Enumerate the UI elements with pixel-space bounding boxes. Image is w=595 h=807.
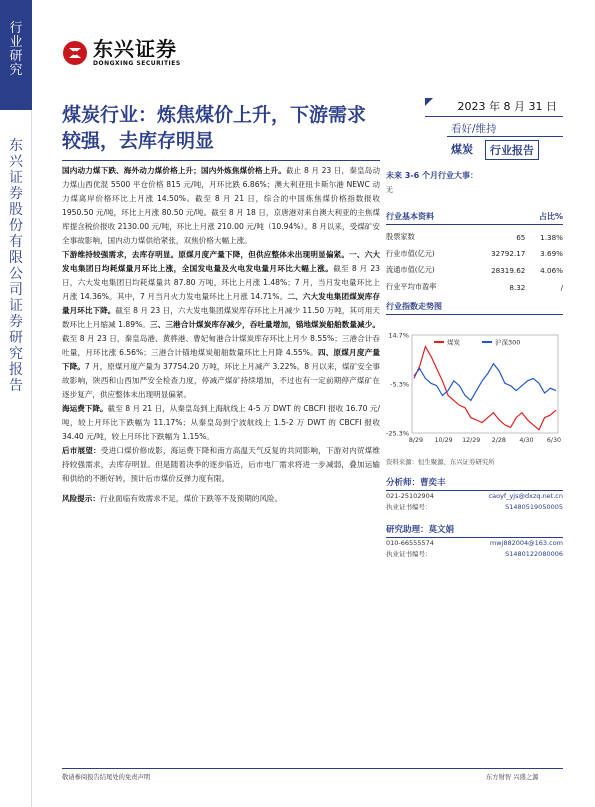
analyst-block	[386, 523, 563, 560]
analyst-email[interactable]: mwj882004@163.com	[489, 539, 563, 548]
report-meta-box	[425, 98, 563, 160]
paragraph-heading: 风险提示：	[62, 494, 100, 503]
basic-info-label: 股票家数	[386, 232, 415, 242]
paragraph-freight	[62, 402, 380, 444]
analyst-phone: 010-66555574	[386, 539, 434, 548]
analyst-cert-row	[386, 549, 563, 560]
x-tick-label: 10/29	[434, 437, 453, 445]
analyst-name: 研究助理：莫文娟	[386, 523, 563, 538]
paragraph-text: 7 月，原煤月度产量为 37754.20 万吨，环比上月减产 3.22%。8 月以来，煤矿安全事故影响，陕西和山西加严安全检查力度，停减产煤矿持续增加，不过也有一定前期停产煤矿在逐步复产，供应整体未出现明显偏紧。	[62, 362, 380, 399]
basic-info-share: 4.06%	[540, 265, 563, 275]
paragraph-heading: 三、三港合计煤炭库存减少，吞吐量增加，锚地煤炭船舶数量减少。	[150, 320, 380, 329]
analyst-cert-number: S1480122080006	[505, 550, 563, 559]
analyst-cert-label: 执业证书编号：	[386, 503, 432, 512]
analyst-contact-row	[386, 538, 563, 549]
paragraph-text: 截至 8 月 23 日，六大发电集团煤炭库存环比上月减少 11.50 万吨，其可用天数环比上月缩减 1.89%。	[62, 306, 380, 329]
x-tick-label: 8/29	[408, 437, 424, 445]
basic-info-label: 行业市值(亿元)	[386, 248, 435, 258]
index-trend-chart	[386, 315, 563, 455]
paragraph-heading: 二、六大发电集团煤炭库存量月环比下降。	[62, 292, 381, 315]
logo-name-en: DONGXING SECURITIES	[93, 60, 181, 67]
sidebar-company-band	[0, 110, 32, 807]
paragraph-heading: 后市展望：	[62, 446, 101, 455]
paragraph-outlook	[62, 444, 380, 486]
legend-label: 煤炭	[447, 338, 460, 347]
y-tick-label: -5.3%	[390, 380, 409, 389]
share-column-header: 占比%	[538, 212, 563, 221]
chart-source: 资料来源：恒生聚源、东兴证券研究所	[386, 458, 495, 467]
report-type-tag: 行业报告	[485, 140, 539, 160]
basic-info-label: 行业平均市盈率	[386, 282, 437, 292]
analyst-cert-number: S1480519050005	[505, 503, 563, 512]
index-trend-svg	[386, 315, 563, 455]
basic-info-share: /	[560, 282, 563, 292]
report-body	[62, 160, 380, 506]
logo-mark-icon	[62, 40, 88, 66]
basic-info-row	[386, 279, 563, 296]
legend-label: 沪深300	[495, 338, 521, 347]
paragraph-heading: 海运费下降。	[62, 404, 108, 413]
series-line-csi300	[414, 364, 556, 401]
analyst-cert-label: 执业证书编号：	[386, 550, 432, 559]
analyst-email[interactable]: caoyf_yjs@dxzq.net.cn	[488, 492, 563, 501]
footer-divider	[62, 768, 563, 769]
sidebar-category-band	[0, 0, 32, 110]
basic-info-value: 28319.62	[491, 265, 526, 275]
basic-info-value: 32792.17	[491, 249, 526, 259]
paragraph-heading: 国内动力煤下跌、海外动力煤价格上升；国内外炼焦煤价格上升。	[62, 166, 286, 175]
chart-title: 行业指数走势图	[386, 301, 563, 315]
paragraph-text: 受进口煤价修成影，海运费下降和南方高温天气反复的共同影响，下游对内贸煤维持较强需求，去库存明显。但是随着决季的逐步临近，后市电厂需求将进一步减弱，叠加运输和供给的不断好转，预计后市煤价反弹力度有限。	[62, 446, 381, 483]
basic-info-share: 3.69%	[540, 249, 563, 259]
x-tick-label: 2/28	[491, 437, 506, 445]
paragraph-heading: 下游维持较强需求，去库存明显。原煤月度产量下降，但供应整体未出现明显偏紧。一、六大发电集团日均耗煤量月环比上涨，全国发电量及火电发电量月环比大幅上涨。	[62, 250, 380, 273]
paragraph-text: 截止 8 月 23 日，秦皇岛动力煤山西优混 5500 平仓价格 815 元/吨，月环比跌 6.86%；澳大利亚纽卡斯尔港 NEWC 动力煤离岸价格环比上月涨 14.50%。截至 8 月 21 日，综合的中国炼焦煤价格指数报收 1950.50 元/吨，环比上月涨 80.50 元/吨。截至 8 月 18 日，京唐港对来自澳大利亚的主焦煤库提含税价报收 2130.00 元/吨，环比上月涨 210.00 元/吨（10.94%）。8 月以来，受煤矿安全事故影响，国内动力煤供给紧张，双焦价格大幅上涨。	[62, 166, 380, 245]
report-title: 煤炭行业：炼焦煤价上升，下游需求较强，去库存明显	[62, 104, 367, 152]
basic-info-value: 65	[516, 232, 526, 242]
analyst-cert-row	[386, 502, 563, 513]
paragraph-text: 截至 8 月 23 日，秦皇岛港、黄骅港、曹妃甸港合计煤炭库存环比上月少 8.55%；三港合计吞吐量，月环比涨 6.56%；三港合计锚地煤炭船舶数量环比上月降 4.55%。	[62, 334, 380, 357]
analyst-name: 分析师：曹奕丰	[386, 476, 563, 491]
paragraph-coal-price	[62, 164, 380, 248]
report-date: 2023 年 8 月 31 日	[425, 98, 563, 117]
basic-info-title-text: 行业基本资料	[386, 212, 434, 221]
sidebar-category-label: 行业研究	[9, 21, 23, 78]
paragraph-risk	[62, 492, 380, 506]
paragraph-text: 截至 8 月 21 日，从秦皇岛到上海航线上 4-5 万 DWT 的 CBCFI 报收 16.70 元/吨，较上月环比下跌幅为 11.17%；从秦皇岛到宁波航线上 1.5-2 万 DWT 的 CBCFI 报收 34.40 元/吨，较上月环比下跌幅为 1.15%。	[62, 404, 381, 441]
x-tick-label: 12/29	[462, 437, 481, 445]
footer-disclaimer: 敬请参阅报告结尾处的免责声明	[62, 774, 151, 781]
analyst-contact-row	[386, 491, 563, 502]
y-tick-label: -25.3%	[386, 429, 409, 438]
basic-info-row	[386, 229, 563, 246]
basic-info-share: 1.38%	[540, 232, 563, 242]
sidebar-info	[386, 160, 563, 560]
basic-info-row	[386, 246, 563, 263]
basic-info-row	[386, 262, 563, 279]
footer-slogan: 东方财智 兴盛之源	[486, 774, 539, 781]
events-value: 无	[386, 186, 393, 194]
rating-label: 看好/维持	[447, 121, 563, 137]
basic-info-label: 流通市值(亿元)	[386, 265, 435, 275]
paragraph-text: 行业面临有效需求不足，煤价下跌等不及预期的风险。	[99, 494, 283, 503]
analyst-phone: 021-25102904	[386, 492, 434, 501]
x-tick-label: 4/30	[519, 437, 534, 445]
paragraph-demand	[62, 248, 380, 402]
y-tick-label: 14.7%	[388, 331, 409, 340]
company-logo	[62, 38, 181, 68]
industry-tag: 煤炭	[451, 143, 473, 156]
corner-marker	[425, 98, 433, 106]
paragraph-heading: 四、原煤月度产量下降。	[62, 348, 380, 371]
basic-info-table	[386, 229, 563, 295]
events-title: 未来 3-6 个月行业大事：	[386, 171, 479, 180]
logo-name: 东兴证券	[93, 37, 177, 61]
paragraph-text: 截至 8 月 23 日，六大发电集团日均耗煤量共 87.80 万吨，环比上月涨 1.48%；7 月，当月发电量环比上月涨 14.36%。其中，7 月当月火力发电量环比上月涨 14.71%。	[62, 264, 380, 301]
series-line-coal	[414, 347, 556, 430]
basic-info-value: 8.32	[509, 282, 526, 292]
sidebar-company-label: 东兴证券股份有限公司证券研究报告	[9, 138, 23, 394]
basic-info-title	[386, 211, 563, 225]
x-tick-label: 6/30	[546, 437, 562, 445]
analyst-block	[386, 476, 563, 513]
